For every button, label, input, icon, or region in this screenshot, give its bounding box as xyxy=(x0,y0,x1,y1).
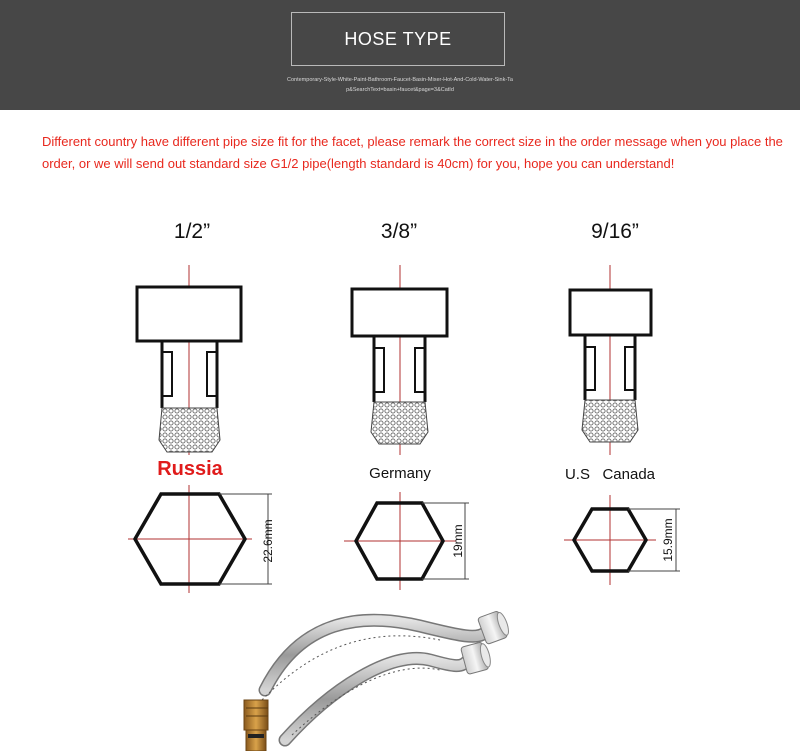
country-label-germany: Germany xyxy=(369,465,431,482)
fitting-nine-sixteenths-inch xyxy=(570,265,651,455)
braided-hose-photo xyxy=(244,609,511,751)
size-label-nine-sixteenths-inch: 9/16” xyxy=(591,220,639,243)
notice-line-2: order, or we will send out standard size G1/2 pipe(length standard is 40cm) for you, hope you can understand! xyxy=(42,156,675,171)
dimension-label-half-inch: 22.6mm xyxy=(261,519,275,563)
fitting-half-inch xyxy=(137,265,241,455)
country-label-russia: Russia xyxy=(157,458,223,480)
size-label-three-eighths-inch: 3/8” xyxy=(380,220,418,243)
dimension-label-nine-sixteenths-inch: 15.9mm xyxy=(661,518,675,562)
url-text-line-1: Contemporary-Style-White-Paint-Bathroom-Faucet-Basin-Mixer-Hot-And-Cold-Water-Sink-Ta xyxy=(287,77,513,83)
hex-half-inch xyxy=(128,485,272,593)
country-label-us-canada: U.S Canada xyxy=(564,466,656,483)
fitting-three-eighths-inch xyxy=(352,265,447,455)
dimension-label-three-eighths-inch: 19mm xyxy=(451,524,465,558)
page-title: HOSE TYPE xyxy=(291,12,505,66)
notice-line-1: Different country have different pipe size fit for the facet, please remark the correct size in the order message when you place the xyxy=(42,134,783,149)
url-text-line-2: p&SearchText=basin+faucet&page=3&CatId xyxy=(346,87,454,93)
size-label-half-inch: 1/2” xyxy=(173,220,211,243)
